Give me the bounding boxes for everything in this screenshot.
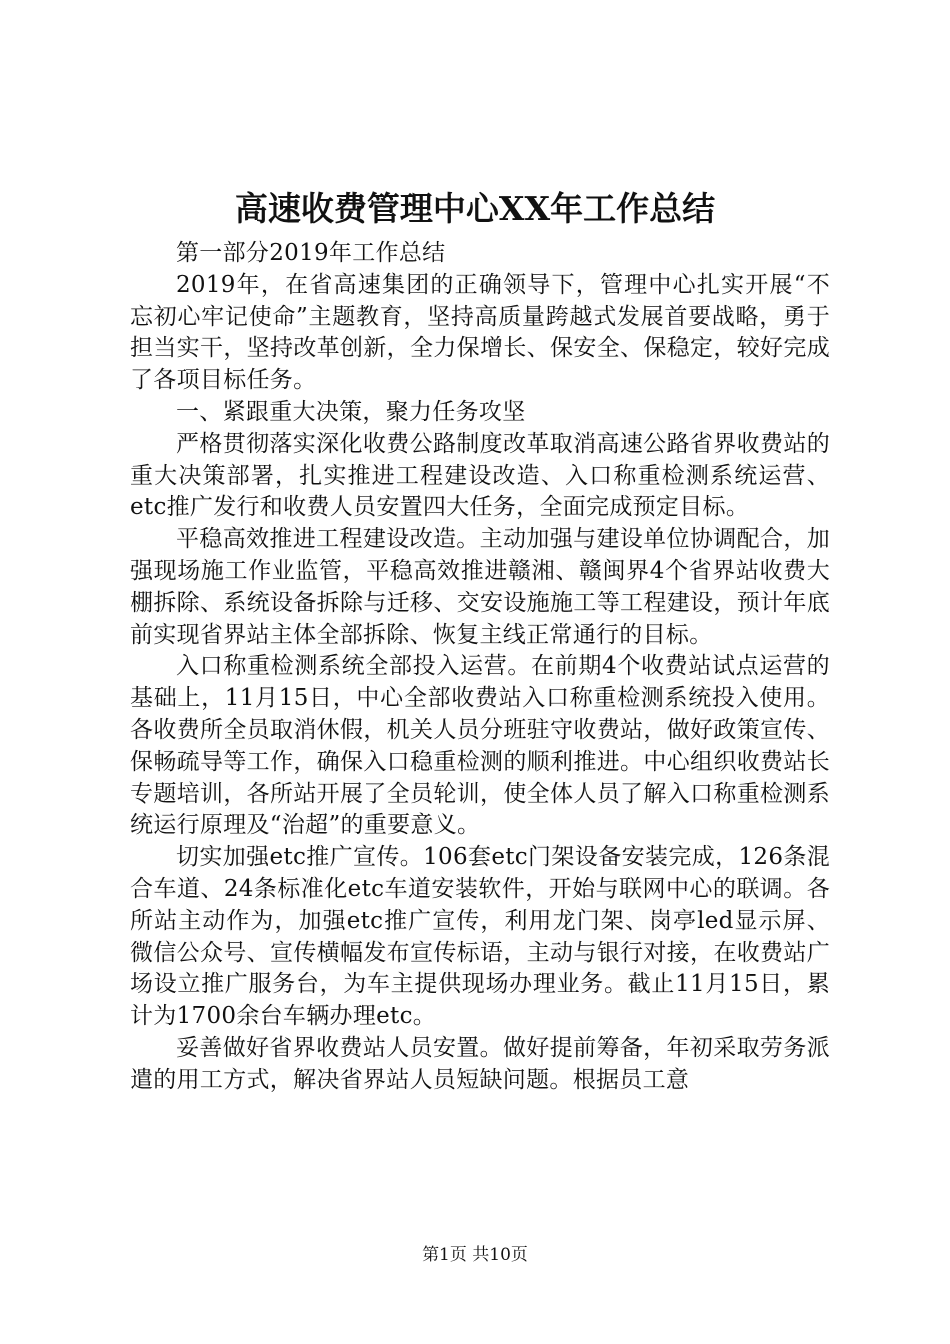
page-footer: 第1页 共10页: [422, 1245, 528, 1265]
subheading-1: 一、紧跟重大决策，聚力任务攻坚: [176, 398, 526, 425]
paragraph: 妥善做好省界收费站人员安置。做好提前筹备，年初采取劳务派遣的用工方式，解决省界站人员短缺问题。根据员工意: [130, 1034, 830, 1093]
paragraph: 入口称重检测系统全部投入运营。在前期4个收费站试点运营的基础上，11月15日，中心全部收费站入口称重检测系统投入使用。各收费所全员取消休假，机关人员分班驻守收费站，做好政策宣传、保畅疏导等工作，确保入口稳重检测的顺利推进。中心组织收费站长专题培训，各所站开展了全员轮训，使全体人员了解入口称重检测系统运行原理及“治超”的重要意义。: [130, 653, 830, 839]
paragraph: 平稳高效推进工程建设改造。主动加强与建设单位协调配合，加强现场施工作业监管，平稳高效推进赣湘、赣闽界4个省界站收费大棚拆除、系统设备拆除与迁移、交安设施施工等工程建设，预计年底前实现省界站主体全部拆除、恢复主线正常通行的目标。: [130, 526, 830, 648]
document-title: 高速收费管理中心XX年工作总结: [234, 189, 716, 228]
paragraph: 严格贯彻落实深化收费公路制度改革取消高速公路省界收费站的重大决策部署，扎实推进工程建设改造、入口称重检测系统运营、etc推广发行和收费人员安置四大任务，全面完成预定目标。: [130, 430, 830, 521]
paragraph: 切实加强etc推广宣传。106套etc门架设备安装完成，126条混合车道、24条标准化etc车道安装软件，开始与联网中心的联调。各所站主动作为，加强etc推广宣传，利用龙门架、岗亭led显示屏、微信公众号、宣传横幅发布宣传标语，主动与银行对接，在收费站广场设立推广服务台，为车主提供现场办理业务。截止11月15日，累计为1700余台车辆办理etc。: [130, 844, 830, 1030]
section-heading: 第一部分2019年工作总结: [176, 240, 446, 266]
document-body: [130, 238, 830, 1097]
intro-paragraph: 2019年，在省高速集团的正确领导下，管理中心扎实开展“不忘初心牢记使命”主题教育，坚持高质量跨越式发展首要战略，勇于担当实干，坚持改革创新，全力保增长、保安全、保稳定，较好完成了各项目标任务。: [130, 271, 830, 394]
